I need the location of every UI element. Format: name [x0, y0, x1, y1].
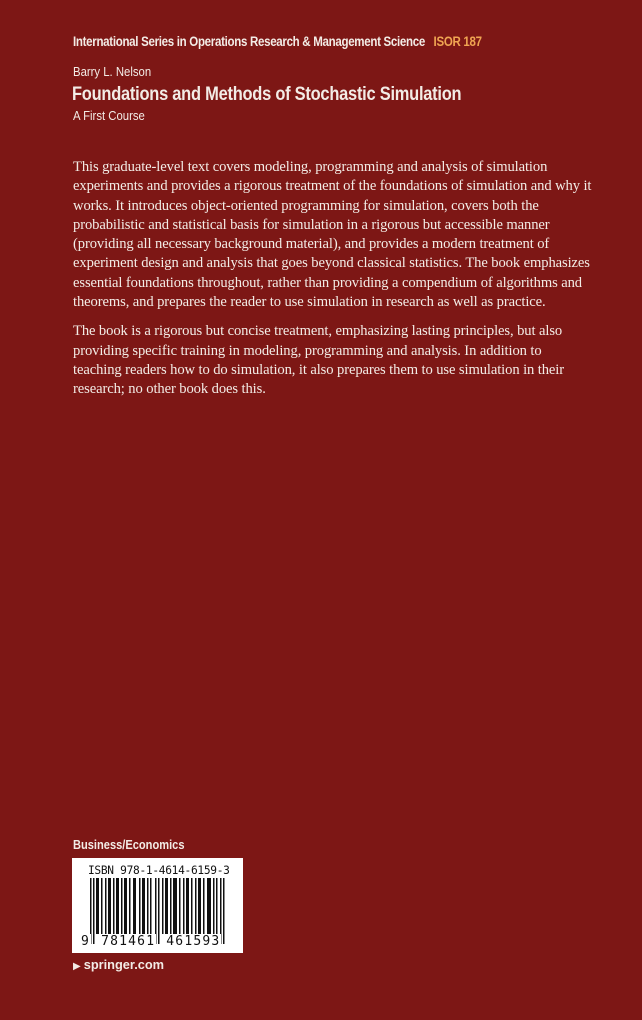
book-title: Foundations and Methods of Stochastic Simulation: [72, 83, 462, 105]
book-subtitle: A First Course: [73, 108, 145, 123]
isbn-text: ISBN 978-1-4614-6159-3: [88, 864, 230, 877]
blurb-paragraph: This graduate-level text covers modeling, programming and analysis of simulation experiments and provides a rigorous treatment of the foundations of simulation and why it works. It introduces object-oriented programming for simulation, covers both the probabilistic and statistical basis for simulation in a rigorous but accessible manner (providing all necessary background material), and provides a modern treatment of experiment design and analysis that goes beyond classical statistics. The book emphasizes essential foundations throughout, rather than providing a compendium of algorithms and theorems, and prepares the reader to use simulation in research as well as practice.: [73, 159, 592, 311]
ean-first-digit: 9: [81, 934, 91, 949]
publisher-website[interactable]: [73, 957, 164, 972]
website-label[interactable]: springer.com: [83, 957, 165, 972]
ean-right-group: 461593: [166, 934, 221, 949]
play-arrow-icon: ▶: [73, 961, 81, 972]
blurb: [73, 158, 593, 410]
series-name: International Series in Operations Research & Management Science: [73, 34, 425, 49]
author-name: Barry L. Nelson: [73, 64, 152, 79]
isbn-barcode: [72, 858, 243, 953]
series-number: ISOR 187: [433, 34, 482, 49]
subject-category: Business/Economics: [73, 838, 185, 852]
blurb-paragraph: The book is a rigorous but concise treatment, emphasizing lasting principles, but also providing specific training in modeling, programming and analysis. In addition to teaching readers how to do simulation, it also prepares them to use simulation in their research; no other book does this.: [73, 323, 565, 398]
ean-digits: [80, 934, 221, 949]
ean-left-group: 781461: [101, 934, 156, 949]
series-line: [73, 34, 482, 49]
